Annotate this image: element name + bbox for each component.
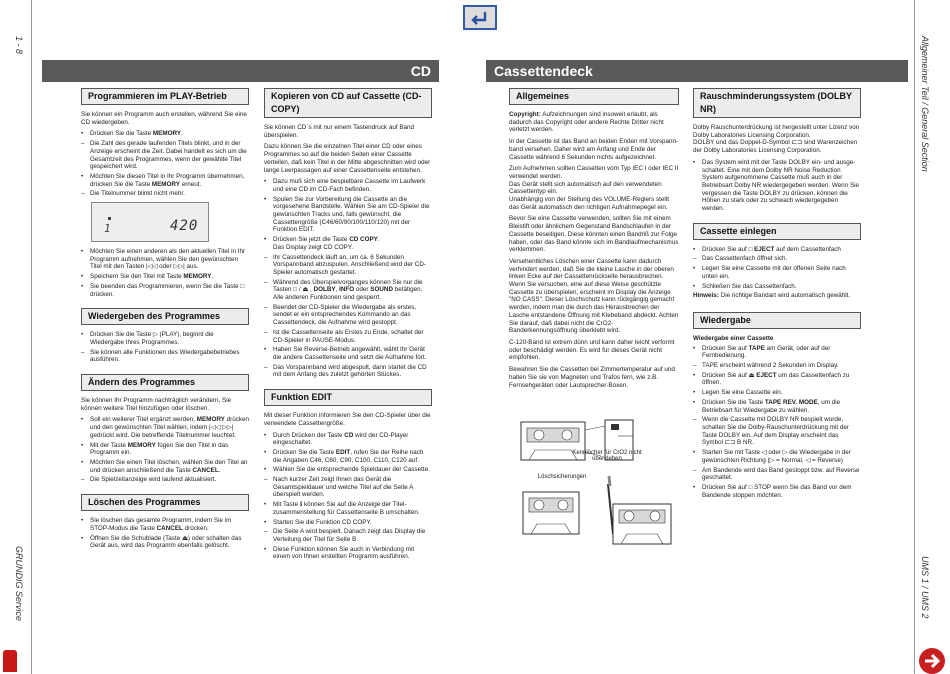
list-item: • Starten Sie die Funktion CD COPY. <box>264 518 372 526</box>
cd-section-title: CD <box>410 63 431 79</box>
list-item: • Haben Sie Reverse-Betrieb angewählt, wählt Ihr Gerät die andere Cassettenseite und setzt die Aufnahme fort. <box>264 346 427 361</box>
text: C-120-Band ist extrem dünn und kann daher leicht verformt oder beschädigt werden. Es wird für dieses Gerät nicht empfohlen. <box>509 338 675 362</box>
list-item: • Wählen Sie die entsprechende Spieldauer der Cassette. <box>264 466 430 474</box>
heading-cassette-einlegen: Cassette einlegen <box>693 223 861 240</box>
text: Copyright: Aufzeichnungen sind insoweit erlaubt, als dadurch das Copyright oder andere Rechte Dritter nicht verletzt werden. <box>509 111 664 134</box>
text: Sie können Ihr Programm nachträglich verändern, Sie können weitere Titel hinzufügen oder löschen. <box>81 397 232 412</box>
heading-dolby-nr: Rauschminderungssystem (DOLBY NR) <box>693 88 861 118</box>
list-item: • Möchten Sie einen Titel löschen, wählen Sie den Titel an und drücken anschließend die Taste CANCEL. <box>81 458 248 474</box>
text: Bevor Sie eine Cassette verwenden, sollten Sie mit einem Bleistift oder ähnlichem Gegenstand Bandschlaufen in der Cassette beseitigen. Diese könnten einen Bandriß zur Folge haben, oder das Band könnte sich im Bandlaufmechanismus verklemmen. <box>509 215 679 254</box>
list-item: – TAPE erscheint während 2 Sekunden im Display. <box>693 362 839 370</box>
list-item: • Sie löschen das gesamte Programm, indem Sie im STOP-Modus die Taste CANCEL drücken. <box>81 517 232 532</box>
heading-wiedergabe: Wiedergabe <box>693 312 861 329</box>
list-item: • Drücken Sie die Taste ▷ (PLAY), beginnt die Wiedergabe Ihres Programmes. <box>81 331 214 346</box>
list-item: – Beendet der CD-Spieler die Wiedergabe als erstes, sendet er ein entsprechendes Kommando an das Cassettendeck, die Aufnahme wird gestoppt. <box>264 303 417 327</box>
list-item: • Drücken Sie jetzt die Taste CD COPY. Das Display zeigt CD COPY. <box>264 236 380 251</box>
list-item: • Spulen Sie zur Vorbereitung die Cassette an die vorgesehene Bandstelle. Wählen Sie am CD-Spieler die gewünschten Tracks und, falls gewünscht, die Cassettengröße (C46/60/90/100/110/120) mit der Funktion EDIT. <box>264 195 430 234</box>
return-arrow-icon <box>469 9 491 27</box>
brand-label: GRUNDIG Service <box>14 546 24 622</box>
text: Mit dieser Funktion informieren Sie den CD-Spieler über die verwendete Cassettengröße. <box>264 412 431 427</box>
text: Dolby Rauschunterdrückung ist hergestellt unter Lizenz von Dolby Laboratories Licensing Corporation. <box>693 124 860 139</box>
section-tab-marker <box>3 650 17 672</box>
list-item: – Während des Überspielvorganges können Sie nur die Tasten □ / ⏏ , DOLBY, INFO oder SOUND betätigen. Alle anderen Funktionen sind gesperrt. <box>264 278 423 302</box>
list-item: – Die Titelnummer blinkt nicht mehr. <box>81 190 185 198</box>
text: DOLBY und das Doppel-D-Symbol ⊏⊐ sind Warenzeichen der Dolby Laboratories Licensing Corporation. <box>693 139 858 155</box>
list-item: • Sie beenden das Programmieren, wenn Sie die Taste □ drücken. <box>81 282 245 298</box>
label-cro2-holes: Kennlöcher für CrO2 nicht überkleben <box>572 450 642 462</box>
column-cd-copy <box>264 88 432 563</box>
text: Dazu können Sie die einzelnen Titel einer CD oder eines Programmes so auf die beiden Seiten einer Cassette verteilen, daß kein Titel in der Mitte abgeschnitten wird oder lange Leerpassagen auf einer Cassettenseite entstehen. <box>264 143 431 174</box>
display-track-number: 1 <box>104 222 111 236</box>
list-item: – Das Cassettenfach öffnet sich. <box>693 255 788 263</box>
text: Das Gerät stellt sich automatisch auf den verwendeten Cassettentyp ein. <box>509 180 662 196</box>
heading-loeschen-programm: Löschen des Programmes <box>81 494 249 511</box>
list-item: • Schließen Sie das Cassettenfach. <box>693 282 797 290</box>
list-item: • Mit Taste ℹ können Sie auf die Anzeige der Titel-zusammenstellung für Cassettenseite B umschalten. <box>264 501 420 516</box>
lcd-display-illustration <box>91 202 209 242</box>
heading-aendern-programm: Ändern des Programmes <box>81 374 249 391</box>
list-item: – Die Spielzeitanzeige wird laufend aktualisiert. <box>81 476 217 484</box>
cd-section-bar <box>42 60 439 82</box>
next-page-button[interactable] <box>919 648 945 674</box>
text: Sie können CD´s mit nur einem Tastendruck auf Band überspielen. <box>264 124 415 139</box>
column-programmieren <box>81 88 249 552</box>
list-item: – Die Zahl des gerade laufenden Titels blinkt, und in der Anzeige erscheint die Zeit. Dabei handelt es sich um die Gesamtzeit des Programmes, wenn der gewählte Titel gespeichert wird. <box>81 140 247 171</box>
display-dot <box>108 217 111 220</box>
list-item: – Am Bandende wird das Band gestoppt bzw. auf Reverse geschaltet. <box>693 466 860 482</box>
arrow-right-icon <box>919 648 945 674</box>
list-item: • Durch Drücken der Taste CD wird der CD-Player eingeschaltet. <box>264 431 409 447</box>
list-item: • Legen Sie eine Cassette mit der offenen Seite nach unten ein. <box>693 265 846 280</box>
back-button[interactable] <box>463 5 497 30</box>
list-item: • Drücken Sie die Taste EDIT, rufen Sie der Reihe nach die Angaben C46, C60, C90, C100, C110, C120 auf. <box>264 448 424 464</box>
section-label: Allgemeiner Teil / General Section <box>920 36 930 172</box>
display-time: 420 <box>170 218 199 235</box>
cassette-section-bar <box>486 60 908 82</box>
column-allgemeines <box>509 88 679 393</box>
page-number: 1 - 8 <box>14 36 24 55</box>
list-item: • Öffnen Sie die Schublade (Taste ⏏) oder schalten das Gerät aus, wird das Programm ebenfalls gelöscht. <box>81 534 242 550</box>
list-item: • Dazu muß sich eine bespielbare Cassette im Laufwerk und eine CD im CD-Fach befinden. <box>264 178 426 193</box>
column-dolby <box>693 88 861 501</box>
list-item: • Möchten Sie diesen Titel in Ihr Programm übernehmen, drücken Sie die Taste MEMORY erneut. <box>81 172 245 188</box>
label-erase-protection: Löschsicherungen <box>537 474 587 480</box>
list-item: • Drücken Sie auf □ EJECT auf dem Cassettenfach <box>693 245 841 253</box>
subheading-wiedergabe-cassette: Wiedergabe einer Cassette <box>693 334 774 342</box>
cassette-diagram-icon <box>513 416 678 551</box>
list-item: • Das System wird mit der Taste DOLBY ein- und ausge-schaltet. Eine mit dem Dolby NR Noise Reduction System aufgenommene Cassette muß auch in der Betriebsart Dolby NR wiedergegeben werden. Wenn Sie vergessen die Taste DOLBY zu drücken, können die Höhen zu stark oder zu schwach wiedergegeben werden. <box>693 158 860 213</box>
list-item: – Sie können alle Funktionen des Wiedergabebetriebes ausführen. <box>81 348 240 364</box>
cassette-illustration <box>513 416 678 551</box>
list-item: • Drücken Sie die Taste TAPE REV. MODE, um die Betriebsart für Wiedergabe zu wählen. <box>693 398 841 414</box>
text: Zum Aufnehmen sollten Cassetten vom Typ IEC I oder IEC II verwendet werden. <box>509 165 679 180</box>
model-label: UMS 1 / UMS 2 <box>920 556 930 619</box>
list-item: • Drücken Sie auf TAPE am Gerät, oder auf der Fernbedienung. <box>693 344 831 360</box>
list-item: • Drücken Sie auf □ STOP wenn Sie das Band vor dem Bandende stoppen möchten. <box>693 483 852 499</box>
list-item: • Starten Sie mit Taste ◁ oder ▷ die Wiedergabe in der gewünschten Richtung (▷ = Normal, ◁ = Reverse) <box>693 449 851 464</box>
hint-text: Hinweis: Die richtige Bandart wird automatisch gewählt. <box>693 292 851 300</box>
heading-wiedergeben-programm: Wiedergeben des Programmes <box>81 308 249 325</box>
text: Bewahren Sie die Cassetten bei Zimmertemperatur auf und halten Sie sie von Magneten und Trafos fern, wie z.B. Fernsehgeräten oder Lautsprecher-Boxen. <box>509 366 675 389</box>
list-item: • Möchten Sie einen anderen als den aktuellen Titel in Ihr Programm aufnehmen, wählen Sie den gewünschten Titel mit den Tasten |◁◁ oder ▷▷| aus. <box>81 248 246 271</box>
list-item: • Legen Sie eine Cassette ein. <box>693 389 783 397</box>
heading-cd-copy: Kopieren von CD auf Cassette (CD-COPY) <box>264 88 432 118</box>
text: Versehentliches Löschen einer Cassette kann dadurch verhindert werden, daß Sie die kleine Lasche in der oberen linken Ecke auf der Cassettenrückseite herausbrechen. Wenn Sie versuchen, eine auf diese Weise geschützte Cassette zu überspielen, erscheint im Display die Anzeige "NO CASS". Dieser Löschschutz kann rückgängig gemacht werden, indem man die durch das Herausbrechen der Lasche entstandene Öffnung mit Klebeband abdeckt. Achten Sie darauf, daß dabei nicht die CrO2-Banderkennungsöffnung überklebt wird. <box>509 257 679 335</box>
heading-funktion-edit: Funktion EDIT <box>264 389 432 406</box>
right-margin-line <box>914 0 915 674</box>
list-item: – Die Seite A wird bespielt. Danach zeigt das Display die Verteilung der Titel für Seite B. <box>264 528 426 543</box>
cassette-section-title: Cassettendeck <box>494 63 593 79</box>
text: In der Cassette ist das Band an beiden Enden mit Vorspann-band versehen. Daher wird am Anfang und Ende der Cassette während 6 Sekunden nichts aufgezeichnet. <box>509 138 679 161</box>
left-margin-line <box>31 0 32 674</box>
list-item: – Ist die Cassettenseite als Erstes zu Ende, schaltet der CD-Spieler in PAUSE-Modus. <box>264 328 424 344</box>
list-item: • Drücken Sie auf ⏏ EJECT um das Cassettenfach zu öffnen. <box>693 371 850 387</box>
text: Unabhängig von der Stellung des VOLUME-Reglers stellt das Gerät automatisch den richtigen Aufnahmepegel ein. <box>509 196 669 211</box>
heading-allgemeines: Allgemeines <box>509 88 679 105</box>
list-item: • Drücken Sie die Taste MEMORY. <box>81 130 183 138</box>
list-item: – Nach kurzer Zeit zeigt Ihnen das Gerät die Gesamtspieldauer und welche Titel auf die Seite A überspielt werden. <box>264 476 414 499</box>
list-item: – Wenn die Cassette mit DOLBY NR bespielt wurde, schalten Sie die Dolby-Rauschunterdrückung mit der Taste DOLBY ein. Auf dem Display erscheint das Symbol ⊏⊐ B NR. <box>693 416 850 447</box>
list-item: • Diese Funktion können Sie auch in Verbindung mit einem von Ihnen erstellten Programm ausführen. <box>264 545 415 561</box>
list-item: • Soll ein weiterer Titel ergänzt werden, MEMORY drücken und den gewünschten Titel wählen, indem |◁◁ ▷▷| gedrückt wird. Die betreffende Titelnummer leuchtet. <box>81 416 250 439</box>
text: Sie können ein Programm auch erstellen, während Sie eine CD wiedergeben. <box>81 111 247 126</box>
list-item: – Das Vorspannband wird abgespult, dann startet die CD mit dem Anfang des zuletzt gehörten Stückes. <box>264 363 427 379</box>
list-item: • Speichern Sie den Titel mit Taste MEMORY. <box>81 273 214 281</box>
list-item: – Ihr Cassettendeck läuft an, um ca. 6 Sekunden Vorspannband abzuspulen. Anschließend wird der CD-Spieler automatisch gestartet. <box>264 253 426 276</box>
list-item: • Mit der Taste MEMORY fügen Sie den Titel in das Programm ein. <box>81 441 229 457</box>
heading-programmieren: Programmieren im PLAY-Betrieb <box>81 88 249 105</box>
